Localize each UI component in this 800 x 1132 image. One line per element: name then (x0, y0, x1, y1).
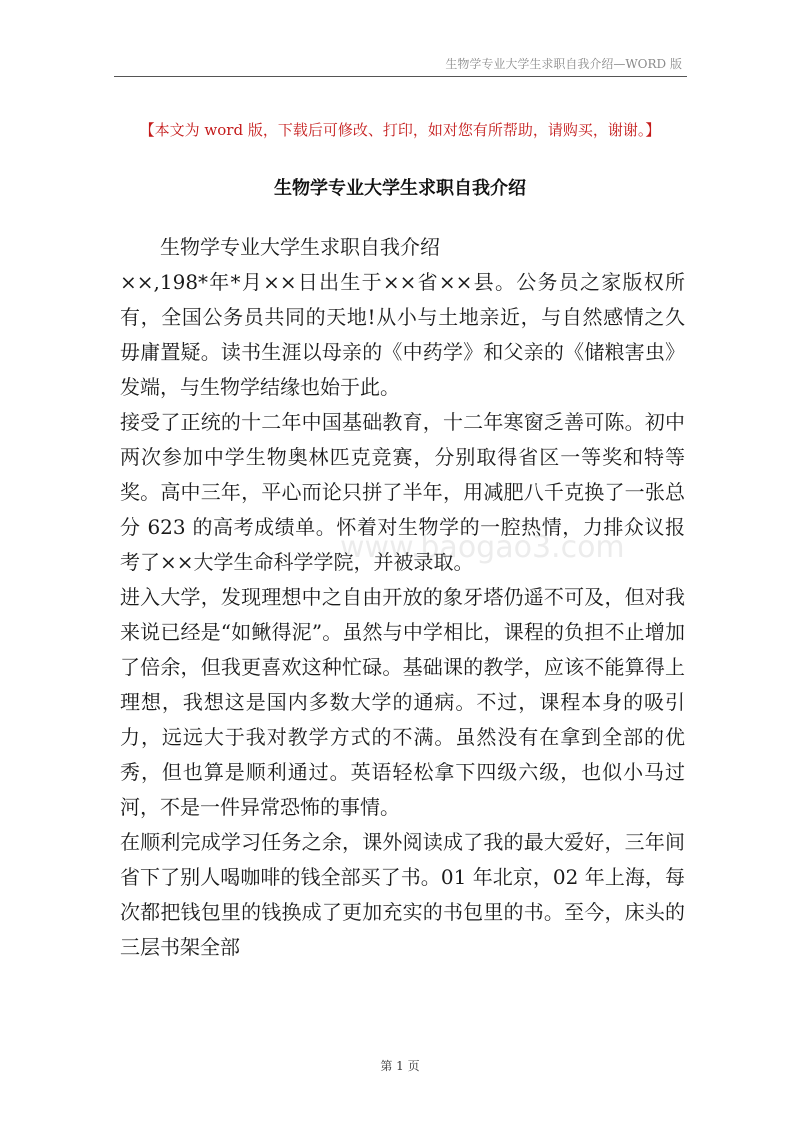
document-subtitle: 生物学专业大学生求职自我介绍 (160, 235, 440, 259)
running-header: 生物学专业大学生求职自我介绍—WORD 版 (445, 57, 682, 71)
watermark: www.baogao3.com (340, 530, 625, 565)
page-number: 第 1 页 (380, 1059, 420, 1073)
body-paragraph: ××,198*年*月××日出生于××省××县。公务员之家版权所有，全国公务员共同的天地!从小与土地亲近，与自然感情之久毋庸置疑。读书生涯以母亲的《中药学》和父亲的《储粮害虫》发端，与生物学结缘也始于此。 (120, 270, 685, 399)
body-paragraph: 进入大学，发现理想中之自由开放的象牙塔仍遥不可及，但对我来说已经是“如鳅得泥”。虽然与中学相比，课程的负担不止增加了倍余，但我更喜欢这种忙碌。基础课的教学，应该不能算得上理想，我想这是国内多数大学的通病。不过，课程本身的吸引力，远远大于我对教学方式的不满。虽然没有在拿到全部的优秀，但也算是顺利通过。英语轻松拿下四级六级，也似小马过河，不是一件异常恐怖的事情。 (120, 585, 685, 819)
document-title: 生物学专业大学生求职自我介绍 (274, 178, 526, 199)
body-paragraph: 接受了正统的十二年中国基础教育，十二年寒窗乏善可陈。初中两次参加中学生物奥林匹克竞赛，分别取得省区一等奖和特等奖。高中三年，平心而论只拼了半年，用减肥八千克换了一张总分 623 的高考成绩单。怀着对生物学的一腔热情，力排众议报考了××大学生命科学学院，并被录取。 (120, 410, 685, 574)
body-paragraph: 在顺利完成学习任务之余，课外阅读成了我的最大爱好，三年间省下了别人喝咖啡的钱全部买了书。01 年北京，02 年上海，每次都把钱包里的钱换成了更加充实的书包里的书。至今，床头的三层书架全部 (120, 830, 685, 959)
document-body (120, 230, 685, 965)
header-divider (114, 76, 687, 77)
purchase-notice: 【本文为 word 版，下载后可修改、打印，如对您有所帮助，请购买，谢谢。】 (139, 121, 661, 139)
